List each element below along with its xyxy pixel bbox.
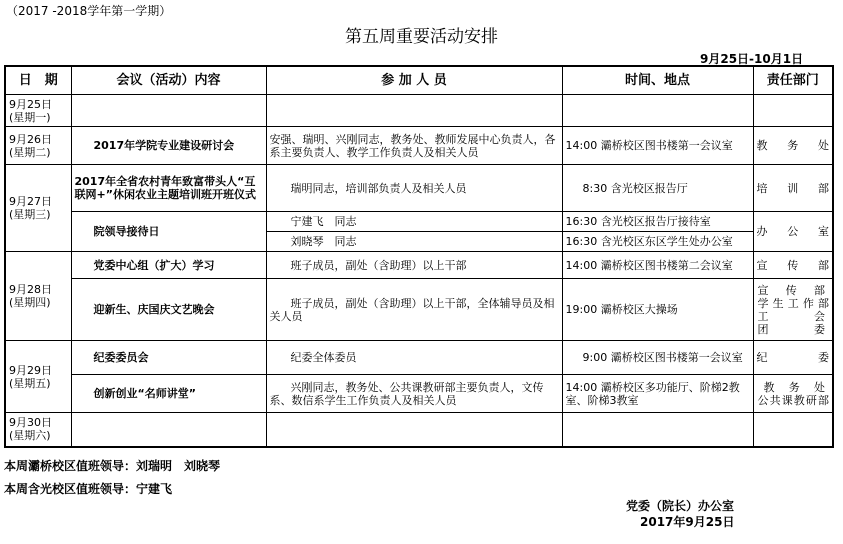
- time-place-cell: 19:00 灞桥校区大操场: [562, 279, 753, 341]
- table-header-row: [5, 66, 833, 95]
- date-cell: [5, 165, 71, 252]
- time-place-cell: [562, 413, 753, 447]
- participants-cell: 瑞明同志，培训部负责人及相关人员: [266, 165, 562, 212]
- department-cell: [753, 279, 833, 341]
- time-place-cell: 16:30 含光校区东区学生处办公室: [562, 232, 753, 252]
- participants-cell: 纪委全体委员: [266, 341, 562, 375]
- department-label: 工 会: [757, 309, 825, 323]
- participants-cell: 兴刚同志，教务处、公共课教研部主要负责人，文传系、数信系学生工作负责人及相关人员: [266, 375, 562, 413]
- weekday-label: (星期四): [9, 296, 51, 309]
- table-row: [5, 252, 833, 279]
- activity-cell: 2017年全省农村青年致富带头人“互联网+”休闲农业主题培训班开班仪式: [71, 165, 266, 212]
- time-place-cell: 9:00 灞桥校区图书楼第一会议室: [562, 341, 753, 375]
- table-row: [5, 341, 833, 375]
- weekday-label: (星期一): [9, 110, 51, 124]
- date-cell: [5, 95, 71, 127]
- page-title: 第五周重要活动安排: [345, 27, 498, 47]
- activity-cell: 院领导接待日: [71, 212, 266, 252]
- department-label: 教 务 处: [763, 380, 825, 394]
- department-cell: 培 训 部: [753, 165, 833, 212]
- table-row: [5, 95, 833, 127]
- week-date-range: 9月25日-10月1日: [700, 52, 804, 66]
- date-cell: [5, 127, 71, 165]
- column-header-date: 日 期: [5, 66, 71, 95]
- participants-cell: [266, 413, 562, 447]
- department-cell: 纪 委: [753, 341, 833, 375]
- department-cell: [753, 375, 833, 413]
- activity-cell: 2017年学院专业建设研讨会: [71, 127, 266, 165]
- time-place-cell: 8:30 含光校区报告厅: [562, 165, 753, 212]
- time-place-cell: 14:00 灞桥校区图书楼第二会议室: [562, 252, 753, 279]
- issuing-office: 党委（院长）办公室: [626, 499, 735, 513]
- schedule-table: [4, 65, 834, 448]
- table-row: [5, 127, 833, 165]
- activity-cell: 创新创业“名师讲堂”: [71, 375, 266, 413]
- date-label: 9月27日: [9, 195, 52, 208]
- participants-cell: 班子成员，副处（含助理）以上干部，全体辅导员及相关人员: [266, 279, 562, 341]
- department-cell: 办 公 室: [753, 212, 833, 252]
- date-label: 9月29日: [9, 363, 52, 377]
- time-place-cell: [562, 95, 753, 127]
- table-row: [5, 165, 833, 212]
- department-cell: 宣 传 部: [753, 252, 833, 279]
- column-header-participants: 参 加 人 员: [266, 66, 562, 95]
- weekday-label: (星期五): [9, 376, 51, 390]
- column-header-activity: 会议（活动）内容: [71, 66, 266, 95]
- time-place-cell: 16:30 含光校区报告厅接待室: [562, 212, 753, 232]
- date-label: 9月30日: [9, 416, 52, 430]
- date-cell: [5, 252, 71, 341]
- column-header-department: 责任部门: [753, 66, 833, 95]
- date-label: 9月26日: [9, 132, 52, 146]
- activity-cell: 迎新生、庆国庆文艺晚会: [71, 279, 266, 341]
- department-label: 学生工作部: [757, 296, 829, 310]
- date-cell: [5, 341, 71, 413]
- weekday-label: (星期三): [9, 208, 51, 221]
- activity-cell: 纪委委员会: [71, 341, 266, 375]
- issue-date: 2017年9月25日: [640, 515, 735, 529]
- participants-cell: 刘晓琴 同志: [266, 232, 562, 252]
- participants-cell: [266, 95, 562, 127]
- time-place-cell: 14:00 灞桥校区多功能厅、阶梯2教室、阶梯3教室: [562, 375, 753, 413]
- participants-cell: 班子成员，副处（含助理）以上干部: [266, 252, 562, 279]
- table-row: [5, 413, 833, 447]
- duty-leader-hanguang: 本周含光校区值班领导：宁建飞: [4, 482, 173, 496]
- department-label: 团 委: [757, 322, 825, 336]
- semester-label: （2017 -2018学年第一学期）: [6, 4, 172, 18]
- department-cell: 教 务 处: [753, 127, 833, 165]
- activity-cell: [71, 413, 266, 447]
- date-cell: [5, 413, 71, 447]
- department-label: 宣 传 部: [757, 283, 825, 297]
- table-row: [5, 279, 833, 341]
- table-row: [5, 212, 833, 232]
- date-label: 9月28日: [9, 283, 52, 296]
- duty-leader-baqiao: 本周灞桥校区值班领导：刘瑞明 刘晓琴: [4, 459, 221, 473]
- participants-cell: 安强、瑞明、兴刚同志，教务处、教师发展中心负责人，各系主要负责人、教学工作负责人及相关人员: [266, 127, 562, 165]
- activity-cell: 党委中心组（扩大）学习: [71, 252, 266, 279]
- date-label: 9月25日: [9, 97, 52, 111]
- activity-cell: [71, 95, 266, 127]
- weekday-label: (星期六): [9, 429, 51, 443]
- department-cell: [753, 95, 833, 127]
- participants-cell: 宁建飞 同志: [266, 212, 562, 232]
- department-cell: [753, 413, 833, 447]
- column-header-time-place: 时间、地点: [562, 66, 753, 95]
- table-row: [5, 375, 833, 413]
- department-label: 公共课教研部: [757, 393, 829, 407]
- weekday-label: (星期二): [9, 145, 51, 159]
- time-place-cell: 14:00 灞桥校区图书楼第一会议室: [562, 127, 753, 165]
